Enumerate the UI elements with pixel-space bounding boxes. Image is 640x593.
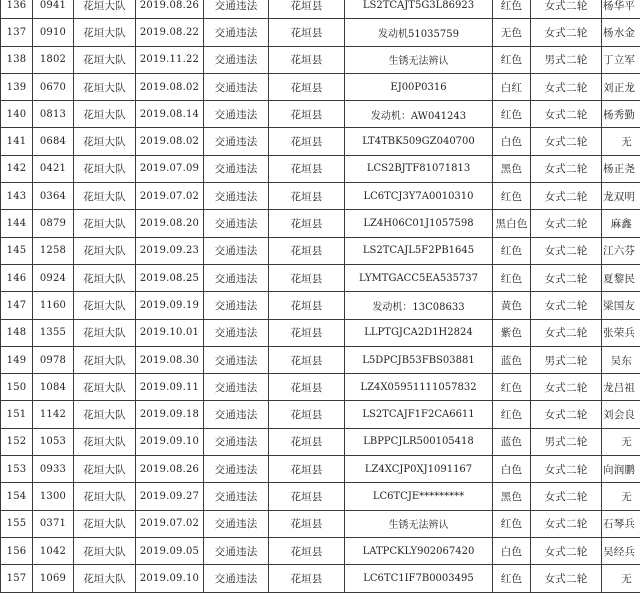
record-code-cell: 1258 bbox=[33, 237, 74, 264]
date-cell: 2019.09.18 bbox=[136, 401, 204, 428]
row-number-cell: 142 bbox=[1, 155, 33, 182]
row-number-cell: 156 bbox=[1, 537, 33, 564]
owner-name-cell: 夏黎民 bbox=[602, 264, 640, 291]
vehicle-id-cell: LS2TCAJL5F2PB1645 bbox=[345, 237, 493, 264]
violation-type-cell: 交通违法 bbox=[204, 401, 269, 428]
county-cell: 花垣县 bbox=[269, 401, 345, 428]
model-cell: 女式二轮 bbox=[531, 183, 602, 210]
color-cell: 无色 bbox=[493, 19, 531, 46]
table-row bbox=[1, 510, 640, 537]
owner-name-cell: 杨华平 bbox=[602, 0, 640, 19]
table-row bbox=[1, 428, 640, 455]
owner-name-cell: 龙双明 bbox=[602, 183, 640, 210]
model-cell: 女式二轮 bbox=[531, 374, 602, 401]
county-cell: 花垣县 bbox=[269, 237, 345, 264]
county-cell: 花垣县 bbox=[269, 128, 345, 155]
record-code-cell: 0371 bbox=[33, 510, 74, 537]
owner-name-cell: 江六芬 bbox=[602, 237, 640, 264]
row-number-cell: 146 bbox=[1, 264, 33, 291]
row-number-cell: 136 bbox=[1, 0, 33, 19]
record-code-cell: 0924 bbox=[33, 264, 74, 291]
table-row bbox=[1, 155, 640, 182]
unit-cell: 花垣大队 bbox=[74, 346, 136, 373]
vehicle-id-cell: LS2TCAJF1F2CA6611 bbox=[345, 401, 493, 428]
model-cell: 女式二轮 bbox=[531, 155, 602, 182]
record-code-cell: 0941 bbox=[33, 0, 74, 19]
model-cell: 女式二轮 bbox=[531, 0, 602, 19]
date-cell: 2019.08.26 bbox=[136, 456, 204, 483]
owner-name-cell: 丁立军 bbox=[602, 46, 640, 73]
date-cell: 2019.08.20 bbox=[136, 210, 204, 237]
vehicle-id-cell: LC6TCJ3Y7A0010310 bbox=[345, 183, 493, 210]
unit-cell: 花垣大队 bbox=[74, 456, 136, 483]
color-cell: 红色 bbox=[493, 374, 531, 401]
date-cell: 2019.09.10 bbox=[136, 565, 204, 592]
vehicle-id-cell: 发动机51035759 bbox=[345, 19, 493, 46]
vehicle-id-cell: 发动机：13C08633 bbox=[345, 292, 493, 319]
unit-cell: 花垣大队 bbox=[74, 401, 136, 428]
vehicle-id-cell: LZ4XCJP0XJ1091167 bbox=[345, 456, 493, 483]
table-row bbox=[1, 319, 640, 346]
table-row bbox=[1, 292, 640, 319]
vehicle-id-cell: LS2TCAJT5G3L86923 bbox=[345, 0, 493, 19]
unit-cell: 花垣大队 bbox=[74, 510, 136, 537]
date-cell: 2019.08.25 bbox=[136, 264, 204, 291]
violation-type-cell: 交通违法 bbox=[204, 264, 269, 291]
vehicle-id-cell: LBPPCJLR500105418 bbox=[345, 428, 493, 455]
color-cell: 黑色 bbox=[493, 155, 531, 182]
record-code-cell: 0879 bbox=[33, 210, 74, 237]
model-cell: 女式二轮 bbox=[531, 128, 602, 155]
record-code-cell: 1355 bbox=[33, 319, 74, 346]
model-cell: 女式二轮 bbox=[531, 264, 602, 291]
county-cell: 花垣县 bbox=[269, 19, 345, 46]
record-code-cell: 1042 bbox=[33, 537, 74, 564]
date-cell: 2019.08.14 bbox=[136, 101, 204, 128]
violation-type-cell: 交通违法 bbox=[204, 510, 269, 537]
record-code-cell: 0813 bbox=[33, 101, 74, 128]
color-cell: 红色 bbox=[493, 183, 531, 210]
violation-type-cell: 交通违法 bbox=[204, 210, 269, 237]
owner-name-cell: 无 bbox=[602, 565, 640, 592]
row-number-cell: 154 bbox=[1, 483, 33, 510]
table-row bbox=[1, 237, 640, 264]
model-cell: 女式二轮 bbox=[531, 510, 602, 537]
owner-name-cell: 龙吕祖 bbox=[602, 374, 640, 401]
unit-cell: 花垣大队 bbox=[74, 374, 136, 401]
date-cell: 2019.08.02 bbox=[136, 73, 204, 100]
owner-name-cell: 吴经兵 bbox=[602, 537, 640, 564]
color-cell: 白色 bbox=[493, 128, 531, 155]
unit-cell: 花垣大队 bbox=[74, 73, 136, 100]
violation-type-cell: 交通违法 bbox=[204, 565, 269, 592]
vehicle-id-cell: 生锈无法辨认 bbox=[345, 46, 493, 73]
unit-cell: 花垣大队 bbox=[74, 292, 136, 319]
record-code-cell: 1069 bbox=[33, 565, 74, 592]
color-cell: 红色 bbox=[493, 237, 531, 264]
violation-type-cell: 交通违法 bbox=[204, 73, 269, 100]
table-row bbox=[1, 19, 640, 46]
row-number-cell: 141 bbox=[1, 128, 33, 155]
county-cell: 花垣县 bbox=[269, 292, 345, 319]
county-cell: 花垣县 bbox=[269, 428, 345, 455]
unit-cell: 花垣大队 bbox=[74, 101, 136, 128]
date-cell: 2019.11.22 bbox=[136, 46, 204, 73]
record-code-cell: 1142 bbox=[33, 401, 74, 428]
table-row bbox=[1, 101, 640, 128]
unit-cell: 花垣大队 bbox=[74, 537, 136, 564]
violation-type-cell: 交通违法 bbox=[204, 155, 269, 182]
unit-cell: 花垣大队 bbox=[74, 264, 136, 291]
date-cell: 2019.07.02 bbox=[136, 183, 204, 210]
table-row bbox=[1, 73, 640, 100]
model-cell: 女式二轮 bbox=[531, 292, 602, 319]
table-row bbox=[1, 264, 640, 291]
model-cell: 男式二轮 bbox=[531, 346, 602, 373]
table-row bbox=[1, 0, 640, 19]
vehicle-id-cell: LZ4H06C01J1057598 bbox=[345, 210, 493, 237]
model-cell: 男式二轮 bbox=[531, 46, 602, 73]
vehicle-id-cell: LZ4X05951111057832 bbox=[345, 374, 493, 401]
row-number-cell: 144 bbox=[1, 210, 33, 237]
table-row bbox=[1, 128, 640, 155]
model-cell: 男式二轮 bbox=[531, 428, 602, 455]
owner-name-cell: 无 bbox=[602, 428, 640, 455]
record-code-cell: 0978 bbox=[33, 346, 74, 373]
unit-cell: 花垣大队 bbox=[74, 183, 136, 210]
vehicle-id-cell: LT4TBK509GZ040700 bbox=[345, 128, 493, 155]
date-cell: 2019.09.10 bbox=[136, 428, 204, 455]
date-cell: 2019.09.23 bbox=[136, 237, 204, 264]
table-row bbox=[1, 183, 640, 210]
row-number-cell: 139 bbox=[1, 73, 33, 100]
model-cell: 女式二轮 bbox=[531, 483, 602, 510]
county-cell: 花垣县 bbox=[269, 374, 345, 401]
owner-name-cell: 无 bbox=[602, 128, 640, 155]
date-cell: 2019.08.30 bbox=[136, 346, 204, 373]
owner-name-cell: 杨水金 bbox=[602, 19, 640, 46]
record-code-cell: 0684 bbox=[33, 128, 74, 155]
vehicle-id-cell: LYMTGACC5EA535737 bbox=[345, 264, 493, 291]
model-cell: 女式二轮 bbox=[531, 401, 602, 428]
owner-name-cell: 张荣兵 bbox=[602, 319, 640, 346]
county-cell: 花垣县 bbox=[269, 46, 345, 73]
vehicle-id-cell: LCS2BJTF81071813 bbox=[345, 155, 493, 182]
unit-cell: 花垣大队 bbox=[74, 128, 136, 155]
row-number-cell: 149 bbox=[1, 346, 33, 373]
violation-type-cell: 交通违法 bbox=[204, 456, 269, 483]
county-cell: 花垣县 bbox=[269, 346, 345, 373]
color-cell: 红色 bbox=[493, 565, 531, 592]
unit-cell: 花垣大队 bbox=[74, 0, 136, 19]
color-cell: 黑白色 bbox=[493, 210, 531, 237]
owner-name-cell: 吴东 bbox=[602, 346, 640, 373]
violation-type-cell: 交通违法 bbox=[204, 346, 269, 373]
county-cell: 花垣县 bbox=[269, 319, 345, 346]
row-number-cell: 148 bbox=[1, 319, 33, 346]
table-body bbox=[1, 0, 640, 592]
color-cell: 蓝色 bbox=[493, 346, 531, 373]
model-cell: 女式二轮 bbox=[531, 101, 602, 128]
record-code-cell: 0421 bbox=[33, 155, 74, 182]
model-cell: 女式二轮 bbox=[531, 210, 602, 237]
table-row bbox=[1, 46, 640, 73]
color-cell: 红色 bbox=[493, 401, 531, 428]
row-number-cell: 153 bbox=[1, 456, 33, 483]
row-number-cell: 152 bbox=[1, 428, 33, 455]
record-code-cell: 1084 bbox=[33, 374, 74, 401]
violation-type-cell: 交通违法 bbox=[204, 319, 269, 346]
color-cell: 黑色 bbox=[493, 483, 531, 510]
violation-type-cell: 交通违法 bbox=[204, 101, 269, 128]
row-number-cell: 150 bbox=[1, 374, 33, 401]
vehicle-id-cell: LLPTGJCA2D1H2824 bbox=[345, 319, 493, 346]
date-cell: 2019.09.05 bbox=[136, 537, 204, 564]
model-cell: 女式二轮 bbox=[531, 19, 602, 46]
model-cell: 女式二轮 bbox=[531, 537, 602, 564]
row-number-cell: 147 bbox=[1, 292, 33, 319]
owner-name-cell: 杨秀勤 bbox=[602, 101, 640, 128]
date-cell: 2019.09.19 bbox=[136, 292, 204, 319]
county-cell: 花垣县 bbox=[269, 537, 345, 564]
date-cell: 2019.08.26 bbox=[136, 0, 204, 19]
violation-type-cell: 交通违法 bbox=[204, 19, 269, 46]
row-number-cell: 155 bbox=[1, 510, 33, 537]
record-code-cell: 0933 bbox=[33, 456, 74, 483]
row-number-cell: 138 bbox=[1, 46, 33, 73]
model-cell: 女式二轮 bbox=[531, 237, 602, 264]
county-cell: 花垣县 bbox=[269, 0, 345, 19]
row-number-cell: 157 bbox=[1, 565, 33, 592]
owner-name-cell: 梁国友 bbox=[602, 292, 640, 319]
violation-type-cell: 交通违法 bbox=[204, 428, 269, 455]
date-cell: 2019.07.02 bbox=[136, 510, 204, 537]
color-cell: 黄色 bbox=[493, 292, 531, 319]
unit-cell: 花垣大队 bbox=[74, 46, 136, 73]
county-cell: 花垣县 bbox=[269, 183, 345, 210]
violation-type-cell: 交通违法 bbox=[204, 46, 269, 73]
vehicle-id-cell: LC6TCJE********* bbox=[345, 483, 493, 510]
color-cell: 红色 bbox=[493, 0, 531, 19]
vehicle-id-cell: LATPCKLY902067420 bbox=[345, 537, 493, 564]
color-cell: 红色 bbox=[493, 510, 531, 537]
unit-cell: 花垣大队 bbox=[74, 428, 136, 455]
record-code-cell: 1802 bbox=[33, 46, 74, 73]
violation-type-cell: 交通违法 bbox=[204, 183, 269, 210]
owner-name-cell: 刘正龙 bbox=[602, 73, 640, 100]
color-cell: 白色 bbox=[493, 537, 531, 564]
county-cell: 花垣县 bbox=[269, 155, 345, 182]
violation-type-cell: 交通违法 bbox=[204, 537, 269, 564]
county-cell: 花垣县 bbox=[269, 73, 345, 100]
row-number-cell: 145 bbox=[1, 237, 33, 264]
date-cell: 2019.09.11 bbox=[136, 374, 204, 401]
date-cell: 2019.10.01 bbox=[136, 319, 204, 346]
row-number-cell: 151 bbox=[1, 401, 33, 428]
vehicle-id-cell: EJ00P0316 bbox=[345, 73, 493, 100]
color-cell: 红色 bbox=[493, 46, 531, 73]
table-row bbox=[1, 401, 640, 428]
county-cell: 花垣县 bbox=[269, 101, 345, 128]
color-cell: 白红 bbox=[493, 73, 531, 100]
record-code-cell: 1300 bbox=[33, 483, 74, 510]
date-cell: 2019.07.09 bbox=[136, 155, 204, 182]
vehicle-id-cell: LC6TC1IF7B0003495 bbox=[345, 565, 493, 592]
model-cell: 女式二轮 bbox=[531, 73, 602, 100]
table-row bbox=[1, 346, 640, 373]
violation-type-cell: 交通违法 bbox=[204, 237, 269, 264]
unit-cell: 花垣大队 bbox=[74, 155, 136, 182]
violation-type-cell: 交通违法 bbox=[204, 483, 269, 510]
row-number-cell: 140 bbox=[1, 101, 33, 128]
violation-type-cell: 交通违法 bbox=[204, 292, 269, 319]
date-cell: 2019.08.02 bbox=[136, 128, 204, 155]
color-cell: 红色 bbox=[493, 264, 531, 291]
color-cell: 白色 bbox=[493, 456, 531, 483]
table-row bbox=[1, 210, 640, 237]
owner-name-cell: 石琴兵 bbox=[602, 510, 640, 537]
record-code-cell: 1053 bbox=[33, 428, 74, 455]
record-code-cell: 0670 bbox=[33, 73, 74, 100]
unit-cell: 花垣大队 bbox=[74, 483, 136, 510]
unit-cell: 花垣大队 bbox=[74, 237, 136, 264]
table-row bbox=[1, 374, 640, 401]
model-cell: 女式二轮 bbox=[531, 565, 602, 592]
row-number-cell: 143 bbox=[1, 183, 33, 210]
violation-type-cell: 交通违法 bbox=[204, 128, 269, 155]
model-cell: 女式二轮 bbox=[531, 456, 602, 483]
owner-name-cell: 麻鑫 bbox=[602, 210, 640, 237]
county-cell: 花垣县 bbox=[269, 456, 345, 483]
unit-cell: 花垣大队 bbox=[74, 319, 136, 346]
row-number-cell: 137 bbox=[1, 19, 33, 46]
vehicle-id-cell: 生锈无法辨认 bbox=[345, 510, 493, 537]
record-code-cell: 1160 bbox=[33, 292, 74, 319]
county-cell: 花垣县 bbox=[269, 264, 345, 291]
county-cell: 花垣县 bbox=[269, 483, 345, 510]
county-cell: 花垣县 bbox=[269, 210, 345, 237]
color-cell: 红色 bbox=[493, 101, 531, 128]
owner-name-cell: 无 bbox=[602, 483, 640, 510]
color-cell: 紫色 bbox=[493, 319, 531, 346]
violation-type-cell: 交通违法 bbox=[204, 374, 269, 401]
unit-cell: 花垣大队 bbox=[74, 210, 136, 237]
table-row bbox=[1, 456, 640, 483]
owner-name-cell: 刘会良 bbox=[602, 401, 640, 428]
color-cell: 蓝色 bbox=[493, 428, 531, 455]
record-code-cell: 0910 bbox=[33, 19, 74, 46]
vehicle-id-cell: 发动机：AW041243 bbox=[345, 101, 493, 128]
violation-type-cell: 交通违法 bbox=[204, 0, 269, 19]
owner-name-cell: 杨正尧 bbox=[602, 155, 640, 182]
date-cell: 2019.09.27 bbox=[136, 483, 204, 510]
owner-name-cell: 向润鹏 bbox=[602, 456, 640, 483]
county-cell: 花垣县 bbox=[269, 510, 345, 537]
model-cell: 女式二轮 bbox=[531, 319, 602, 346]
table-row bbox=[1, 565, 640, 592]
unit-cell: 花垣大队 bbox=[74, 565, 136, 592]
table-row bbox=[1, 537, 640, 564]
vehicle-id-cell: L5DPCJB53FBS03881 bbox=[345, 346, 493, 373]
date-cell: 2019.08.22 bbox=[136, 19, 204, 46]
record-code-cell: 0364 bbox=[33, 183, 74, 210]
county-cell: 花垣县 bbox=[269, 565, 345, 592]
table-row bbox=[1, 483, 640, 510]
unit-cell: 花垣大队 bbox=[74, 19, 136, 46]
